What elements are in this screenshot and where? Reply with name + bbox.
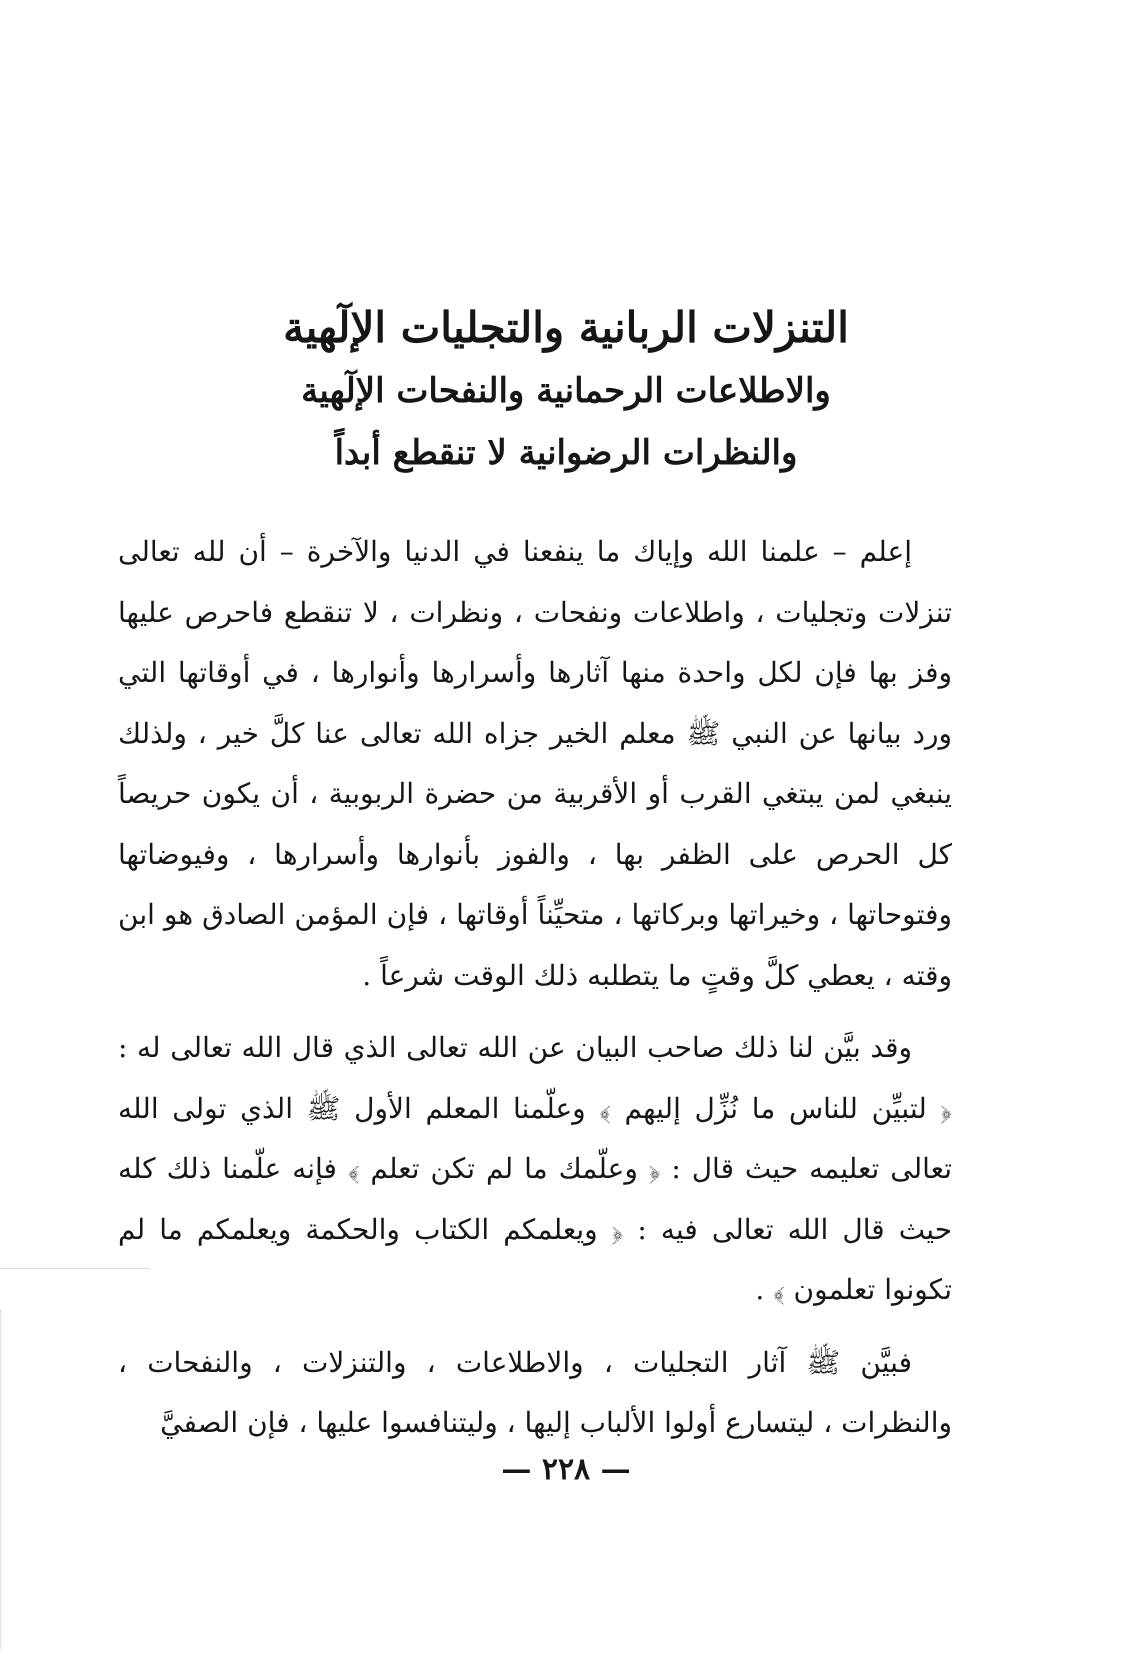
scan-artifact-line bbox=[0, 1268, 150, 1269]
paragraph-3: فبيَّن ﷺ آثار التجليات ، والاطلاعات ، والتنزلات ، والنفحات ، والنظرات ، ليتسارع أولوا الألباب إليها ، وليتنافسوا عليها ، فإن الصفيَّ bbox=[118, 1345, 952, 1439]
page-number: — ٢٢٨ — bbox=[501, 1452, 631, 1487]
scan-artifact-edge bbox=[0, 1310, 9, 1650]
body-text bbox=[118, 522, 952, 1454]
heading-line-2: والاطلاعات الرحمانية والنفحات الإلٓهية bbox=[301, 371, 831, 411]
chapter-heading bbox=[150, 296, 982, 484]
heading-line-1: التنزلات الربانية والتجليات الإلٓهية bbox=[283, 303, 849, 352]
heading-line-3: والنظرات الرضوانية لا تنقطع أبداً bbox=[334, 433, 798, 473]
paragraph-2: وقد بيَّن لنا ذلك صاحب البيان عن الله تعالى الذي قال الله تعالى له : ﴿ لتبيِّن للناس ما نُزِّل إليهم ﴾ وعلّمنا المعلم الأول ﷺ الذي تولى الله تعالى تعليمه حيث قال : ﴿ وعلّمك ما لم تكن تعلم ﴾ فإنه علّمنا ذلك كله حيث قال الله تعالى فيه : ﴿ ويعلمكم الكتاب والحكمة ويعلمكم ما لم تكونوا تعلمون ﴾ . bbox=[118, 1031, 952, 1306]
paragraph-1: إعلم – علمنا الله وإياك ما ينفعنا في الدنيا والآخرة – أن لله تعالى تنزلات وتجليات ، واطلاعات ونفحات ، ونظرات ، لا تنقطع فاحرص عليها وفز بها فإن لكل واحدة منها آثارها وأسرارها وأنوارها ، في أوقاتها التي ورد بيانها عن النبي ﷺ معلم الخير جزاه الله تعالى عنا كلَّ خير ، ولذلك ينبغي لمن يبتغي القرب أو الأقربية من حضرة الربوبية ، أن يكون حريصاً كل الحرص على الظفر بها ، والفوز بأنوارها وأسرارها ، وفيوضاتها وفتوحاتها ، وخيراتها وبركاتها ، متحيِّناً أوقاتها ، فإن المؤمن الصادق هو ابن وقته ، يعطي كلَّ وقتٍ ما يتطلبه ذلك الوقت شرعاً . bbox=[118, 535, 952, 992]
